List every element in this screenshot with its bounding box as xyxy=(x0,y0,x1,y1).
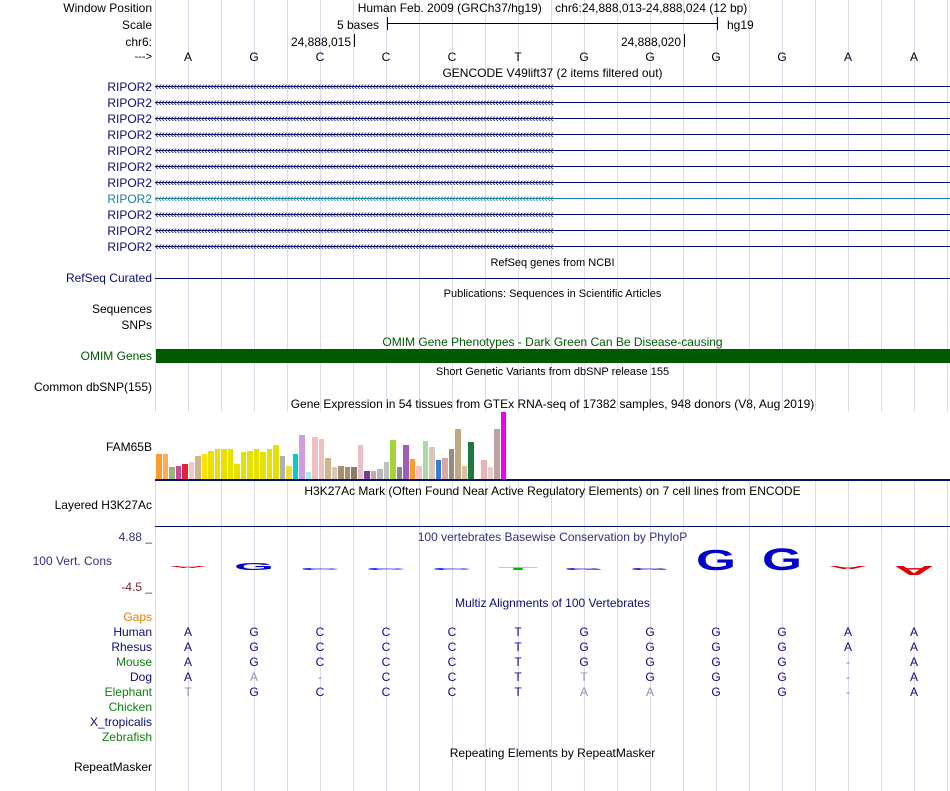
alignment-base: - xyxy=(318,670,322,684)
gtex-tissue-bar[interactable] xyxy=(442,458,448,479)
h3k27ac-track-title: H3K27Ac Mark (Often Found Near Active Regulatory Elements) on 7 cell lines from ENCODE xyxy=(304,484,801,498)
gene-label-ripor2[interactable]: RIPOR2 xyxy=(107,96,152,110)
alignment-base: C xyxy=(381,670,391,684)
strand-chevrons: ‹‹‹‹‹‹‹‹‹‹‹‹‹‹‹‹‹‹‹‹‹‹‹‹‹‹‹‹‹‹‹‹‹‹‹‹‹‹‹‹‹‹‹‹‹‹‹‹‹‹‹‹‹‹‹‹‹‹‹‹‹‹‹‹‹‹‹‹‹‹‹‹‹‹‹‹‹‹‹‹‹‹‹‹‹‹‹‹‹‹‹‹‹‹‹‹‹‹‹‹‹‹‹‹‹‹‹‹‹‹‹‹‹‹‹‹‹‹‹‹‹‹‹‹‹‹‹‹‹‹ xyxy=(155,81,554,93)
publications-track-title: Publications: Sequences in Scientific Articles xyxy=(443,288,662,300)
alignment-base: A xyxy=(843,625,852,639)
gene-label-ripor2[interactable]: RIPOR2 xyxy=(107,208,152,222)
gtex-tissue-bar[interactable] xyxy=(475,462,481,479)
label-sequences[interactable]: Sequences xyxy=(91,302,152,316)
species-label[interactable]: Zebrafish xyxy=(101,730,152,744)
alignment-base: G xyxy=(645,655,655,669)
strand-chevrons: ‹‹‹‹‹‹‹‹‹‹‹‹‹‹‹‹‹‹‹‹‹‹‹‹‹‹‹‹‹‹‹‹‹‹‹‹‹‹‹‹‹‹‹‹‹‹‹‹‹‹‹‹‹‹‹‹‹‹‹‹‹‹‹‹‹‹‹‹‹‹‹‹‹‹‹‹‹‹‹‹‹‹‹‹‹‹‹‹‹‹‹‹‹‹‹‹‹‹‹‹‹‹‹‹‹‹‹‹‹‹‹‹‹‹‹‹‹‹‹‹‹‹‹‹‹‹‹‹‹‹ xyxy=(155,129,554,141)
gtex-tissue-bar[interactable] xyxy=(449,449,455,479)
phylop-track-title: 100 vertebrates Basewise Conservation by PhyloP xyxy=(417,530,688,544)
label-common-dbsnp[interactable]: Common dbSNP(155) xyxy=(33,380,152,394)
alignment-base: C xyxy=(381,640,391,654)
alignment-base: A xyxy=(183,670,192,684)
gtex-tissue-bar[interactable] xyxy=(169,467,175,479)
gtex-tissue-bar[interactable] xyxy=(416,466,422,479)
alignment-base: C xyxy=(381,625,391,639)
phylop-base-glyph: G xyxy=(564,567,604,571)
alignment-base: C xyxy=(315,655,325,669)
gtex-tissue-bar[interactable] xyxy=(410,459,416,479)
strand-chevrons: ‹‹‹‹‹‹‹‹‹‹‹‹‹‹‹‹‹‹‹‹‹‹‹‹‹‹‹‹‹‹‹‹‹‹‹‹‹‹‹‹‹‹‹‹‹‹‹‹‹‹‹‹‹‹‹‹‹‹‹‹‹‹‹‹‹‹‹‹‹‹‹‹‹‹‹‹‹‹‹‹‹‹‹‹‹‹‹‹‹‹‹‹‹‹‹‹‹‹‹‹‹‹‹‹‹‹‹‹‹‹‹‹‹‹‹‹‹‹‹‹‹‹‹‹‹‹‹‹‹‹ xyxy=(155,97,554,109)
phylop-base-glyph: A xyxy=(168,565,208,569)
phylop-logo[interactable] xyxy=(155,545,950,585)
gtex-tissue-bar[interactable] xyxy=(228,449,234,479)
reference-base: A xyxy=(843,50,852,64)
gencode-track-title: GENCODE V49lift37 (2 items filtered out) xyxy=(442,66,663,80)
browser-image-area[interactable] xyxy=(155,0,950,791)
alignment-base: G xyxy=(645,640,655,654)
gtex-tissue-bar[interactable] xyxy=(436,460,442,479)
gene-label-ripor2[interactable]: RIPOR2 xyxy=(107,80,152,94)
alignment-base: G xyxy=(579,625,589,639)
gtex-tissue-bar[interactable] xyxy=(293,454,299,479)
gtex-tissue-bar[interactable] xyxy=(241,452,247,479)
gene-label-ripor2[interactable]: RIPOR2 xyxy=(107,176,152,190)
label-gaps: Gaps xyxy=(123,610,152,624)
reference-base: G xyxy=(579,50,589,64)
alignment-base: A xyxy=(909,625,918,639)
label-strand-arrow: ---> xyxy=(134,51,152,63)
phylop-base-glyph: A xyxy=(827,565,868,570)
coord-label-1: 24,888,015 xyxy=(290,35,351,49)
gene-label-ripor2[interactable]: RIPOR2 xyxy=(107,160,152,174)
alignment-base: G xyxy=(777,640,787,654)
alignment-base: C xyxy=(447,670,457,684)
gtex-tissue-bar[interactable] xyxy=(234,464,240,479)
alignment-base: G xyxy=(579,640,589,654)
position-header xyxy=(155,1,950,15)
gtex-tissue-bar[interactable] xyxy=(182,464,188,479)
alignment-base: G xyxy=(645,670,655,684)
scale-bar xyxy=(387,23,717,24)
strand-chevrons: ‹‹‹‹‹‹‹‹‹‹‹‹‹‹‹‹‹‹‹‹‹‹‹‹‹‹‹‹‹‹‹‹‹‹‹‹‹‹‹‹‹‹‹‹‹‹‹‹‹‹‹‹‹‹‹‹‹‹‹‹‹‹‹‹‹‹‹‹‹‹‹‹‹‹‹‹‹‹‹‹‹‹‹‹‹‹‹‹‹‹‹‹‹‹‹‹‹‹‹‹‹‹‹‹‹‹‹‹‹‹‹‹‹‹‹‹‹‹‹‹‹‹‹‹‹‹‹‹‹‹ xyxy=(155,241,554,253)
alignment-base: A xyxy=(909,685,918,699)
reference-base: C xyxy=(315,50,325,64)
gtex-tissue-bar[interactable] xyxy=(195,456,201,479)
gtex-tissue-bar[interactable] xyxy=(364,471,370,479)
alignment-base: C xyxy=(381,685,391,699)
strand-chevrons: ‹‹‹‹‹‹‹‹‹‹‹‹‹‹‹‹‹‹‹‹‹‹‹‹‹‹‹‹‹‹‹‹‹‹‹‹‹‹‹‹‹‹‹‹‹‹‹‹‹‹‹‹‹‹‹‹‹‹‹‹‹‹‹‹‹‹‹‹‹‹‹‹‹‹‹‹‹‹‹‹‹‹‹‹‹‹‹‹‹‹‹‹‹‹‹‹‹‹‹‹‹‹‹‹‹‹‹‹‹‹‹‹‹‹‹‹‹‹‹‹‹‹‹‹‹‹‹‹‹‹ xyxy=(155,161,554,173)
gtex-tissue-bar[interactable] xyxy=(247,451,253,479)
alignment-base: G xyxy=(777,655,787,669)
scale-bar-tick-right xyxy=(717,17,718,30)
alignment-base: G xyxy=(711,625,721,639)
gtex-tissue-bar[interactable] xyxy=(221,449,227,479)
assembly-name: Human Feb. 2009 (GRCh37/hg19) xyxy=(357,1,542,15)
alignment-base: G xyxy=(777,625,787,639)
label-window-position: Window Position xyxy=(63,1,152,15)
gtex-tissue-bar[interactable] xyxy=(371,471,377,479)
phylop-base-glyph: G xyxy=(630,567,670,571)
gtex-tissue-bar[interactable] xyxy=(319,439,325,479)
label-100-vert-cons[interactable]: 100 Vert. Cons xyxy=(32,554,112,568)
gtex-tissue-bar[interactable] xyxy=(273,445,279,479)
species-label[interactable]: Human xyxy=(113,625,152,639)
alignment-base: - xyxy=(846,655,850,669)
alignment-base: G xyxy=(777,670,787,684)
alignment-base: T xyxy=(514,670,522,684)
gtex-tissue-bar[interactable] xyxy=(332,467,338,479)
scale-db: hg19 xyxy=(727,18,754,32)
gtex-tissue-bar[interactable] xyxy=(358,445,364,479)
gtex-tissue-bar[interactable] xyxy=(455,429,461,479)
gtex-tissue-bar[interactable] xyxy=(325,458,331,479)
coord-label-2: 24,888,020 xyxy=(620,35,681,49)
gtex-tissue-bar[interactable] xyxy=(390,440,396,479)
gtex-tissue-bar[interactable] xyxy=(494,429,500,479)
reference-base: C xyxy=(381,50,391,64)
gtex-tissue-bar[interactable] xyxy=(280,456,286,479)
strand-chevrons: ‹‹‹‹‹‹‹‹‹‹‹‹‹‹‹‹‹‹‹‹‹‹‹‹‹‹‹‹‹‹‹‹‹‹‹‹‹‹‹‹‹‹‹‹‹‹‹‹‹‹‹‹‹‹‹‹‹‹‹‹‹‹‹‹‹‹‹‹‹‹‹‹‹‹‹‹‹‹‹‹‹‹‹‹‹‹‹‹‹‹‹‹‹‹‹‹‹‹‹‹‹‹‹‹‹‹‹‹‹‹‹‹‹‹‹‹‹‹‹‹‹‹‹‹‹‹‹‹‹‹ xyxy=(155,145,554,157)
h3k27ac-baseline xyxy=(155,526,950,527)
strand-chevrons: ‹‹‹‹‹‹‹‹‹‹‹‹‹‹‹‹‹‹‹‹‹‹‹‹‹‹‹‹‹‹‹‹‹‹‹‹‹‹‹‹‹‹‹‹‹‹‹‹‹‹‹‹‹‹‹‹‹‹‹‹‹‹‹‹‹‹‹‹‹‹‹‹‹‹‹‹‹‹‹‹‹‹‹‹‹‹‹‹‹‹‹‹‹‹‹‹‹‹‹‹‹‹‹‹‹‹‹‹‹‹‹‹‹‹‹‹‹‹‹‹‹‹‹‹‹‹‹‹‹‹ xyxy=(155,209,554,221)
alignment-base: G xyxy=(645,625,655,639)
refseq-gene-line[interactable] xyxy=(155,278,950,279)
alignment-base: C xyxy=(315,685,325,699)
gtex-bar-area[interactable] xyxy=(155,412,950,479)
gencode-transcript[interactable] xyxy=(155,192,950,206)
alignment-base: A xyxy=(183,625,192,639)
reference-base: G xyxy=(711,50,721,64)
gene-label-ripor2[interactable]: RIPOR2 xyxy=(107,112,152,126)
gtex-tissue-bar[interactable] xyxy=(202,454,208,479)
gtex-tissue-bar[interactable] xyxy=(189,462,195,479)
species-label[interactable]: X_tropicalis xyxy=(89,715,152,729)
gencode-transcript[interactable] xyxy=(155,160,950,174)
gtex-track-title: Gene Expression in 54 tissues from GTEx RNA-seq of 17382 samples, 948 donors (V8, Aug 2019) xyxy=(290,397,815,411)
phylop-base-glyph: T xyxy=(498,567,539,571)
species-label[interactable]: Mouse xyxy=(115,655,152,669)
alignment-base: A xyxy=(249,670,258,684)
phylop-ymin: -4.5 _ xyxy=(121,580,152,594)
alignment-base: C xyxy=(381,655,391,669)
reference-base: A xyxy=(909,50,918,64)
gene-label-ripor2[interactable]: RIPOR2 xyxy=(107,240,152,254)
alignment-base: A xyxy=(909,670,918,684)
phylop-ymax: 4.88 _ xyxy=(118,530,152,544)
gtex-tissue-bar[interactable] xyxy=(312,437,318,479)
gtex-tissue-bar[interactable] xyxy=(156,454,162,479)
gencode-transcript[interactable] xyxy=(155,240,950,254)
multiz-track-title: Multiz Alignments of 100 Vertebrates xyxy=(455,596,650,610)
alignment-base: C xyxy=(447,640,457,654)
alignment-base: G xyxy=(711,655,721,669)
gencode-transcript[interactable] xyxy=(155,144,950,158)
gtex-tissue-bar[interactable] xyxy=(403,445,409,479)
gene-label-ripor2[interactable]: RIPOR2 xyxy=(107,128,152,142)
coord-tick-1 xyxy=(354,34,355,47)
alignment-base: G xyxy=(249,685,259,699)
label-chrom: chr6: xyxy=(125,35,152,49)
alignment-base: A xyxy=(843,640,852,654)
alignment-base: G xyxy=(711,640,721,654)
alignment-base: C xyxy=(315,625,325,639)
alignment-base: C xyxy=(315,640,325,654)
alignment-base: A xyxy=(645,685,654,699)
label-refseq-curated[interactable]: RefSeq Curated xyxy=(65,271,152,285)
gtex-tissue-bar[interactable] xyxy=(468,442,474,479)
gtex-tissue-bar[interactable] xyxy=(501,412,507,479)
gtex-tissue-bar[interactable] xyxy=(429,447,435,479)
species-label[interactable]: Dog xyxy=(129,670,152,684)
strand-chevrons: ‹‹‹‹‹‹‹‹‹‹‹‹‹‹‹‹‹‹‹‹‹‹‹‹‹‹‹‹‹‹‹‹‹‹‹‹‹‹‹‹‹‹‹‹‹‹‹‹‹‹‹‹‹‹‹‹‹‹‹‹‹‹‹‹‹‹‹‹‹‹‹‹‹‹‹‹‹‹‹‹‹‹‹‹‹‹‹‹‹‹‹‹‹‹‹‹‹‹‹‹‹‹‹‹‹‹‹‹‹‹‹‹‹‹‹‹‹‹‹‹‹‹‹‹‹‹‹‹‹‹ xyxy=(155,225,554,237)
gene-label-ripor2[interactable]: RIPOR2 xyxy=(107,144,152,158)
alignment-base: T xyxy=(514,625,522,639)
gtex-tissue-bar[interactable] xyxy=(377,469,383,479)
alignment-base: G xyxy=(711,685,721,699)
alignment-base: G xyxy=(249,655,259,669)
alignment-base: G xyxy=(249,640,259,654)
alignment-base: A xyxy=(183,655,192,669)
gtex-tissue-bar[interactable] xyxy=(163,454,169,479)
alignment-base: A xyxy=(579,685,588,699)
gtex-tissue-bar[interactable] xyxy=(462,466,468,479)
strand-chevrons: ‹‹‹‹‹‹‹‹‹‹‹‹‹‹‹‹‹‹‹‹‹‹‹‹‹‹‹‹‹‹‹‹‹‹‹‹‹‹‹‹‹‹‹‹‹‹‹‹‹‹‹‹‹‹‹‹‹‹‹‹‹‹‹‹‹‹‹‹‹‹‹‹‹‹‹‹‹‹‹‹‹‹‹‹‹‹‹‹‹‹‹‹‹‹‹‹‹‹‹‹‹‹‹‹‹‹‹‹‹‹‹‹‹‹‹‹‹‹‹‹‹‹‹‹‹‹‹‹‹‹ xyxy=(155,193,554,205)
omim-gene-bar[interactable] xyxy=(156,349,950,363)
phylop-base-glyph: G xyxy=(234,561,274,573)
alignment-base: T xyxy=(580,670,588,684)
strand-chevrons: ‹‹‹‹‹‹‹‹‹‹‹‹‹‹‹‹‹‹‹‹‹‹‹‹‹‹‹‹‹‹‹‹‹‹‹‹‹‹‹‹‹‹‹‹‹‹‹‹‹‹‹‹‹‹‹‹‹‹‹‹‹‹‹‹‹‹‹‹‹‹‹‹‹‹‹‹‹‹‹‹‹‹‹‹‹‹‹‹‹‹‹‹‹‹‹‹‹‹‹‹‹‹‹‹‹‹‹‹‹‹‹‹‹‹‹‹‹‹‹‹‹‹‹‹‹‹‹‹‹‹ xyxy=(155,177,554,189)
label-scale: Scale xyxy=(121,18,152,32)
phylop-base-glyph: G xyxy=(696,545,736,577)
alignment-base: - xyxy=(846,685,850,699)
phylop-base-glyph: C xyxy=(300,567,340,571)
alignment-base: A xyxy=(183,640,192,654)
reference-base: A xyxy=(183,50,192,64)
alignment-base: T xyxy=(514,655,522,669)
alignment-base: - xyxy=(846,670,850,684)
gencode-transcript[interactable] xyxy=(155,80,950,94)
gtex-tissue-bar[interactable] xyxy=(299,435,305,479)
gencode-transcript[interactable] xyxy=(155,96,950,110)
species-label[interactable]: Elephant xyxy=(104,685,152,699)
coord-tick-2 xyxy=(684,34,685,47)
phylop-base-glyph: G xyxy=(762,545,802,578)
alignment-base: G xyxy=(579,655,589,669)
alignment-base: C xyxy=(447,625,457,639)
dbsnp-track-title: Short Genetic Variants from dbSNP release 155 xyxy=(435,366,670,378)
label-omim-genes[interactable]: OMIM Genes xyxy=(80,349,152,363)
species-label[interactable]: Chicken xyxy=(108,700,152,714)
gtex-tissue-bar[interactable] xyxy=(338,466,344,479)
gencode-transcript[interactable] xyxy=(155,208,950,222)
gtex-tissue-bar[interactable] xyxy=(267,449,273,479)
gtex-tissue-bar[interactable] xyxy=(286,466,292,479)
phylop-base-glyph: C xyxy=(366,567,406,571)
species-label[interactable]: Rhesus xyxy=(111,640,152,654)
gencode-transcript[interactable] xyxy=(155,176,950,190)
gene-label-ripor2[interactable]: RIPOR2 xyxy=(107,192,152,206)
reference-base: G xyxy=(249,50,259,64)
gtex-tissue-bar[interactable] xyxy=(345,467,351,479)
gencode-transcript[interactable] xyxy=(155,112,950,126)
gtex-tissue-bar[interactable] xyxy=(488,467,494,479)
omim-track-title: OMIM Gene Phenotypes - Dark Green Can Be Disease-causing xyxy=(382,335,723,349)
repeatmasker-track-title: Repeating Elements by RepeatMasker xyxy=(449,746,656,760)
gtex-tissue-bar[interactable] xyxy=(176,466,182,479)
phylop-base-glyph: C xyxy=(432,567,472,571)
alignment-base: T xyxy=(514,685,522,699)
gtex-tissue-bar[interactable] xyxy=(351,467,357,479)
reference-base: C xyxy=(447,50,457,64)
alignment-base: G xyxy=(777,685,787,699)
alignment-base: C xyxy=(447,685,457,699)
gencode-transcript[interactable] xyxy=(155,224,950,238)
gtex-baseline xyxy=(155,479,950,481)
label-repeatmasker[interactable]: RepeatMasker xyxy=(73,760,152,774)
gencode-transcript[interactable] xyxy=(155,128,950,142)
reference-base: G xyxy=(777,50,787,64)
reference-base: T xyxy=(514,50,522,64)
gtex-tissue-bar[interactable] xyxy=(306,472,312,479)
alignment-base: G xyxy=(249,625,259,639)
strand-chevrons: ‹‹‹‹‹‹‹‹‹‹‹‹‹‹‹‹‹‹‹‹‹‹‹‹‹‹‹‹‹‹‹‹‹‹‹‹‹‹‹‹‹‹‹‹‹‹‹‹‹‹‹‹‹‹‹‹‹‹‹‹‹‹‹‹‹‹‹‹‹‹‹‹‹‹‹‹‹‹‹‹‹‹‹‹‹‹‹‹‹‹‹‹‹‹‹‹‹‹‹‹‹‹‹‹‹‹‹‹‹‹‹‹‹‹‹‹‹‹‹‹‹‹‹‹‹‹‹‹‹‹ xyxy=(155,113,554,125)
gtex-tissue-bar[interactable] xyxy=(397,467,403,479)
alignment-base: C xyxy=(447,655,457,669)
gtex-tissue-bar[interactable] xyxy=(254,449,260,479)
gtex-tissue-bar[interactable] xyxy=(384,462,390,479)
scale-bar-tick-left xyxy=(387,17,388,30)
label-gtex-gene[interactable]: FAM65B xyxy=(105,440,152,454)
gtex-tissue-bar[interactable] xyxy=(208,451,214,479)
refseq-track-title: RefSeq genes from NCBI xyxy=(490,257,615,269)
gene-label-ripor2[interactable]: RIPOR2 xyxy=(107,224,152,238)
alignment-base: T xyxy=(184,685,192,699)
reference-base: G xyxy=(645,50,655,64)
alignment-base: A xyxy=(909,655,918,669)
gtex-tissue-bar[interactable] xyxy=(215,449,221,479)
gtex-tissue-bar[interactable] xyxy=(481,460,487,479)
label-snps[interactable]: SNPs xyxy=(121,318,152,332)
position-readout: chr6:24,888,013-24,888,024 (12 bp) xyxy=(555,1,748,15)
gtex-tissue-bar[interactable] xyxy=(423,441,429,479)
alignment-base: T xyxy=(514,640,522,654)
alignment-base: G xyxy=(711,670,721,684)
label-layered-h3k27ac[interactable]: Layered H3K27Ac xyxy=(54,498,152,512)
scale-bar-label: 5 bases xyxy=(337,18,380,32)
phylop-base-glyph: A xyxy=(894,563,935,578)
gtex-tissue-bar[interactable] xyxy=(260,452,266,479)
alignment-base: A xyxy=(909,640,918,654)
